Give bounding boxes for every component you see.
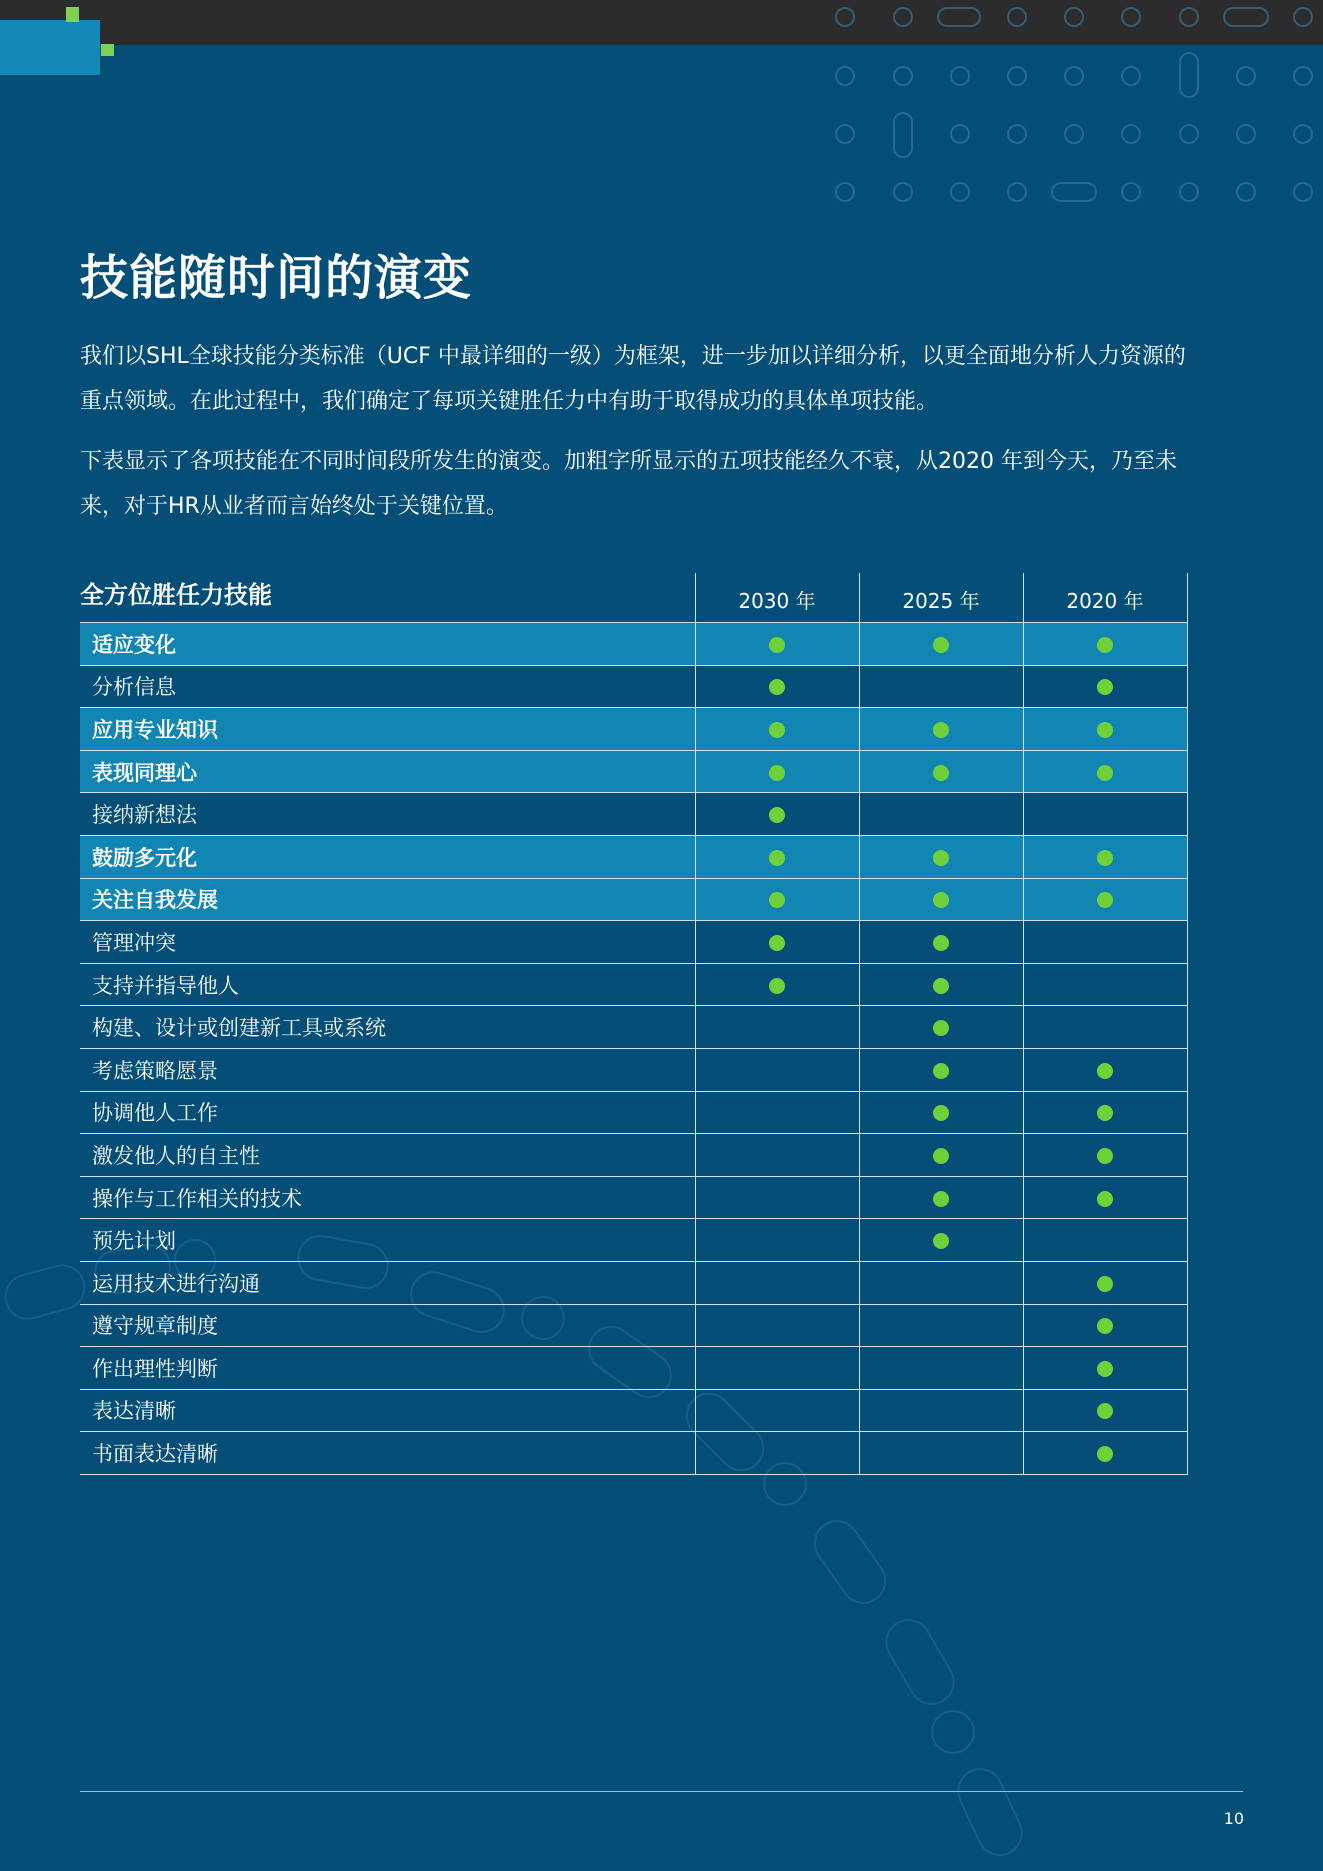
mark-cell: [1023, 1176, 1187, 1219]
mark-cell: [695, 1432, 859, 1475]
table-row: [80, 708, 1187, 751]
skills-evolution-table: [80, 573, 1188, 1475]
mark-cell: [1023, 1432, 1187, 1475]
table-row: [80, 665, 1187, 708]
column-header-2030: 2030 年: [695, 573, 859, 623]
skill-name: 表现同理心: [80, 750, 695, 793]
green-dot-icon: [769, 892, 785, 908]
green-dot-icon: [1097, 1063, 1113, 1079]
mark-cell: [1023, 1134, 1187, 1177]
mark-cell: [859, 750, 1023, 793]
skill-name: 表达清晰: [80, 1389, 695, 1432]
table-title: 全方位胜任力技能: [80, 573, 695, 623]
mark-cell: [859, 921, 1023, 964]
table-row: [80, 1347, 1187, 1390]
skill-name: 运用技术进行沟通: [80, 1261, 695, 1304]
table-row: [80, 1006, 1187, 1049]
table-row: [80, 1091, 1187, 1134]
green-dot-icon: [769, 978, 785, 994]
skill-name: 书面表达清晰: [80, 1432, 695, 1475]
green-dot-icon: [933, 637, 949, 653]
mark-cell: [1023, 1304, 1187, 1347]
mark-cell: [695, 1006, 859, 1049]
table-row: [80, 1134, 1187, 1177]
table-row: [80, 1304, 1187, 1347]
green-dot-icon: [769, 850, 785, 866]
mark-cell: [695, 623, 859, 666]
green-dot-icon: [933, 765, 949, 781]
green-dot-icon: [1097, 1148, 1113, 1164]
mark-cell: [1023, 963, 1187, 1006]
mark-cell: [1023, 1091, 1187, 1134]
skill-name: 支持并指导他人: [80, 963, 695, 1006]
table-header-row: [80, 573, 1187, 623]
green-dot-icon: [1097, 1318, 1113, 1334]
mark-cell: [695, 1304, 859, 1347]
green-dot-icon: [933, 978, 949, 994]
green-dot-icon: [933, 1105, 949, 1121]
mark-cell: [859, 1048, 1023, 1091]
mark-cell: [859, 708, 1023, 751]
green-dot-icon: [1097, 679, 1113, 695]
mark-cell: [859, 623, 1023, 666]
mark-cell: [695, 1176, 859, 1219]
skill-name: 作出理性判断: [80, 1347, 695, 1390]
green-dot-icon: [1097, 1446, 1113, 1462]
green-dot-icon: [933, 1020, 949, 1036]
mark-cell: [859, 1219, 1023, 1262]
table-row: [80, 963, 1187, 1006]
page-title: 技能随时间的演变: [80, 250, 473, 306]
mark-cell: [695, 963, 859, 1006]
mark-cell: [859, 1432, 1023, 1475]
mark-cell: [859, 1006, 1023, 1049]
mark-cell: [695, 1134, 859, 1177]
green-dot-icon: [1097, 637, 1113, 653]
mark-cell: [1023, 878, 1187, 921]
green-dot-icon: [1097, 765, 1113, 781]
skill-name: 激发他人的自主性: [80, 1134, 695, 1177]
skill-name: 管理冲突: [80, 921, 695, 964]
mark-cell: [1023, 665, 1187, 708]
skill-name: 操作与工作相关的技术: [80, 1176, 695, 1219]
intro-paragraph: 我们以SHL全球技能分类标准（UCF 中最详细的一级）为框架，进一步加以详细分析，以更全面地分析人力资源的重点领域。在此过程中，我们确定了每项关键胜任力中有助于取得成功的具体单项技能。: [80, 344, 1186, 414]
mark-cell: [695, 665, 859, 708]
table-row: [80, 1176, 1187, 1219]
mark-cell: [1023, 835, 1187, 878]
mark-cell: [695, 921, 859, 964]
table-body: [80, 623, 1187, 1475]
mark-cell: [859, 1347, 1023, 1390]
mark-cell: [695, 1389, 859, 1432]
mark-cell: [695, 708, 859, 751]
mark-cell: [695, 1091, 859, 1134]
green-dot-icon: [769, 935, 785, 951]
table-row: [80, 878, 1187, 921]
mark-cell: [859, 1176, 1023, 1219]
mark-cell: [859, 878, 1023, 921]
table-row: [80, 1432, 1187, 1475]
column-header-2020: 2020 年: [1023, 573, 1187, 623]
mark-cell: [695, 793, 859, 836]
green-dot-icon: [1097, 892, 1113, 908]
mark-cell: [1023, 708, 1187, 751]
mark-cell: [1023, 921, 1187, 964]
page-number: 10: [1223, 1809, 1244, 1828]
skill-name: 预先计划: [80, 1219, 695, 1262]
skill-name: 构建、设计或创建新工具或系统: [80, 1006, 695, 1049]
table-row: [80, 835, 1187, 878]
mark-cell: [695, 1347, 859, 1390]
green-dot-icon: [1097, 1191, 1113, 1207]
skill-name: 协调他人工作: [80, 1091, 695, 1134]
mark-cell: [1023, 750, 1187, 793]
mark-cell: [695, 835, 859, 878]
table-row: [80, 1219, 1187, 1262]
table-row: [80, 1048, 1187, 1091]
mark-cell: [1023, 1048, 1187, 1091]
table-row: [80, 1261, 1187, 1304]
table-row: [80, 921, 1187, 964]
top-right-dot-grid: [836, 8, 1312, 201]
green-dot-icon: [1097, 722, 1113, 738]
green-dot-icon: [933, 850, 949, 866]
skill-name: 考虑策略愿景: [80, 1048, 695, 1091]
mark-cell: [695, 878, 859, 921]
green-dot-icon: [933, 1063, 949, 1079]
skill-name: 遵守规章制度: [80, 1304, 695, 1347]
skill-name: 应用专业知识: [80, 708, 695, 751]
column-header-2025: 2025 年: [859, 573, 1023, 623]
table-description-paragraph: 下表显示了各项技能在不同时间段所发生的演变。加粗字所显示的五项技能经久不衰，从2020 年到今天，乃至未来，对于HR从业者而言始终处于关键位置。: [80, 449, 1177, 519]
mark-cell: [695, 1219, 859, 1262]
mark-cell: [859, 1134, 1023, 1177]
mark-cell: [859, 1091, 1023, 1134]
table-row: [80, 1389, 1187, 1432]
mark-cell: [695, 1048, 859, 1091]
mark-cell: [695, 750, 859, 793]
mark-cell: [859, 793, 1023, 836]
green-dot-icon: [1097, 1105, 1113, 1121]
green-dot-icon: [769, 637, 785, 653]
green-dot-icon: [933, 722, 949, 738]
skill-name: 分析信息: [80, 665, 695, 708]
mark-cell: [859, 963, 1023, 1006]
mark-cell: [695, 1261, 859, 1304]
mark-cell: [1023, 1219, 1187, 1262]
mark-cell: [1023, 793, 1187, 836]
green-dot-icon: [1097, 1403, 1113, 1419]
skill-name: 接纳新想法: [80, 793, 695, 836]
green-dot-icon: [769, 765, 785, 781]
mark-cell: [859, 1261, 1023, 1304]
table-row: [80, 750, 1187, 793]
skill-name: 适应变化: [80, 623, 695, 666]
skill-name: 关注自我发展: [80, 878, 695, 921]
green-dot-icon: [933, 1233, 949, 1249]
green-dot-icon: [1097, 1276, 1113, 1292]
green-dot-icon: [933, 892, 949, 908]
mark-cell: [1023, 1347, 1187, 1390]
skill-name: 鼓励多元化: [80, 835, 695, 878]
green-dot-icon: [933, 1148, 949, 1164]
green-dot-icon: [769, 807, 785, 823]
green-dot-icon: [933, 1191, 949, 1207]
green-dot-icon: [769, 722, 785, 738]
mark-cell: [859, 665, 1023, 708]
mark-cell: [1023, 623, 1187, 666]
green-dot-icon: [1097, 1361, 1113, 1377]
mark-cell: [1023, 1389, 1187, 1432]
mark-cell: [1023, 1006, 1187, 1049]
table-row: [80, 793, 1187, 836]
footer-divider: [80, 1791, 1243, 1792]
mark-cell: [859, 1389, 1023, 1432]
mark-cell: [859, 1304, 1023, 1347]
green-dot-icon: [1097, 850, 1113, 866]
green-dot-icon: [769, 679, 785, 695]
mark-cell: [1023, 1261, 1187, 1304]
mark-cell: [859, 835, 1023, 878]
green-dot-icon: [933, 935, 949, 951]
table-row: [80, 623, 1187, 666]
